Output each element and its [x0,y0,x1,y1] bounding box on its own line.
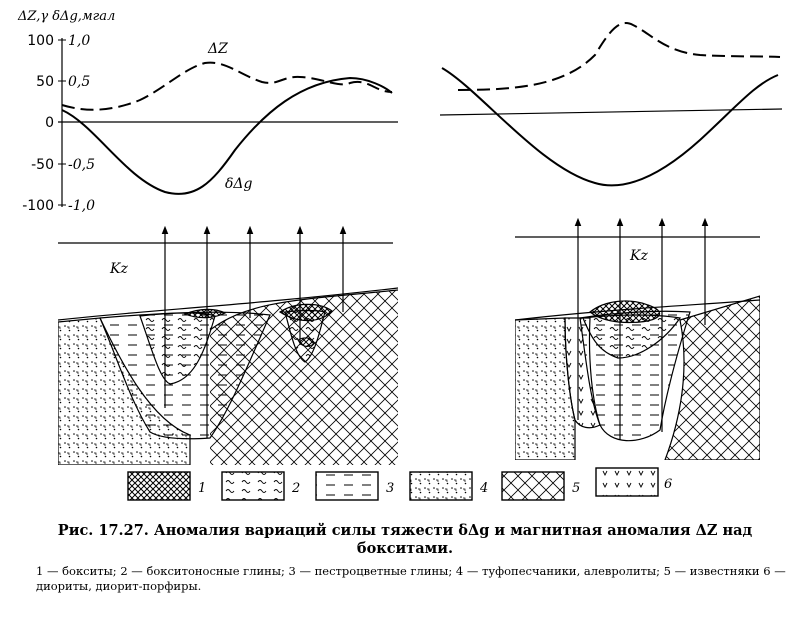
left-section [58,288,398,465]
axis-units-label: ΔZ,γ δΔg,мгал [18,9,116,24]
caption-title: Рис. 17.27. Аномалия вариаций силы тяжести δΔg и магнитная аномалия ΔZ над бокситами. [57,522,753,557]
delta-z-curve-left [62,63,392,110]
caption-legend-text: 1 — бокситы; 2 — бокситоносные глины; 3 — пестроцветные глины; 4 — туфопесчаники, алевролиты; 5 — известняки 6 — диориты, диорит-порфиры. [36,564,786,593]
legend-item-4 [410,472,488,500]
delta-g-curve-right [442,68,778,185]
tick-left-100: 100 [27,33,54,49]
figure-caption [20,522,790,594]
tick-left-minus50: -50 [31,157,54,173]
tick-left-50: 50 [36,74,54,90]
legend-item-2 [222,472,300,500]
legend-item-5 [502,472,580,500]
tick-right-minus05: -0,5 [68,157,95,173]
svg-text:4: 4 [480,481,489,496]
legend [128,468,672,500]
right-graph [440,23,782,185]
svg-text:1: 1 [198,481,207,496]
kz-label-right: Kz [630,248,648,264]
delta-z-curve-right [458,23,780,90]
tick-left-minus100: -100 [22,198,54,214]
svg-text:2: 2 [292,481,301,496]
delta-z-label-left: ΔZ [208,41,228,57]
tick-left-0: 0 [45,115,54,131]
svg-text:5: 5 [572,481,581,496]
right-section [515,296,760,460]
delta-g-label-left: δΔg [225,176,253,192]
svg-text:6: 6 [664,477,673,492]
svg-text:3: 3 [386,481,395,496]
legend-item-1 [128,472,206,500]
legend-item-6 [596,468,672,496]
tick-right-minus1: -1,0 [68,198,95,214]
tick-right-05: 0,5 [68,74,91,90]
tick-right-1: 1,0 [68,33,91,49]
legend-item-3 [316,472,394,500]
left-graph [17,9,398,214]
kz-label-left: Kz [110,261,128,277]
